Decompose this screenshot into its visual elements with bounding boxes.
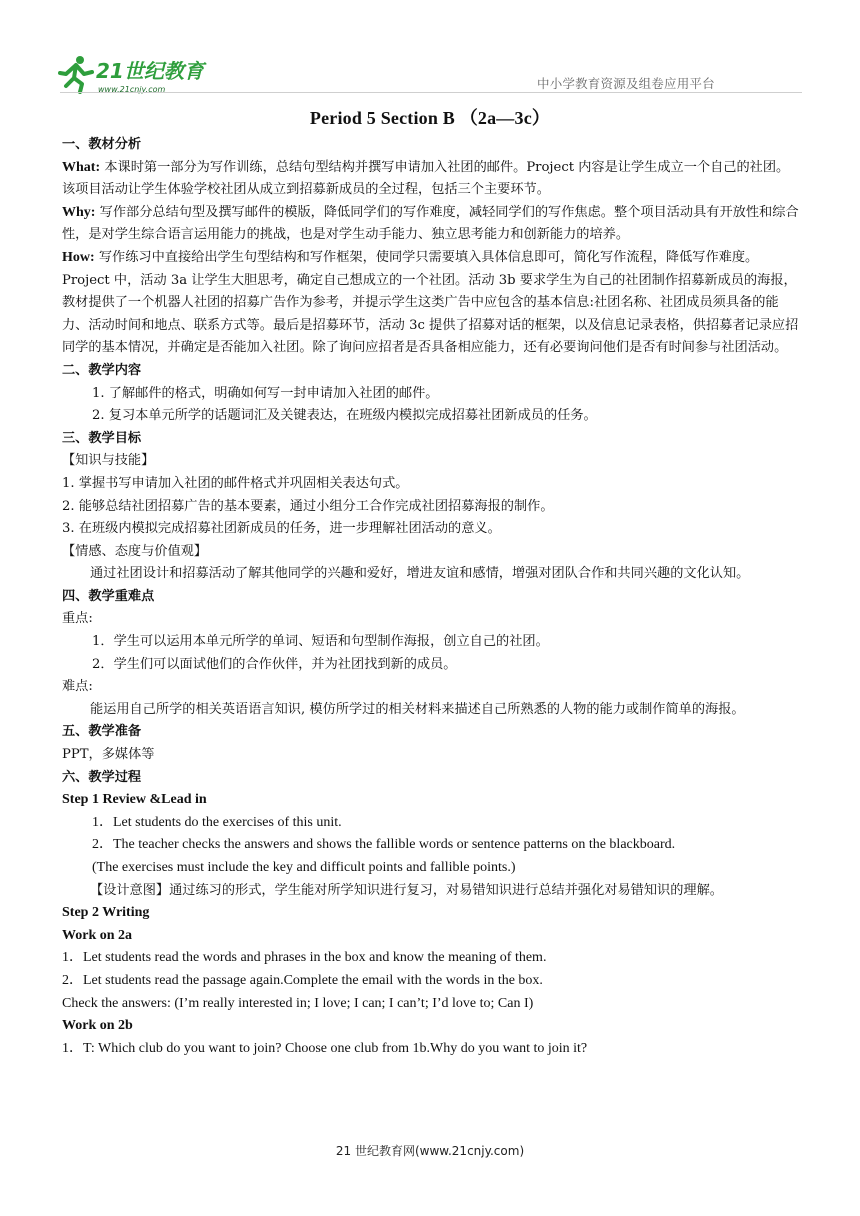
text-line <box>62 1038 802 1061</box>
line-text: 难点: <box>62 679 93 695</box>
page-header <box>0 0 860 100</box>
logo-text: 21世纪教育 <box>96 59 204 83</box>
line-text: 3. 在班级内模拟完成招募社团新成员的任务，进一步理解社团活动的意义。 <box>62 521 501 537</box>
line-text: 四、教学重难点 <box>62 588 155 604</box>
line-text: 通过社团设计和招募活动了解其他同学的兴趣和爱好，增进友谊和感情，增强对团队合作和共同兴趣的文化认知。 <box>90 566 750 582</box>
line-label: What: <box>62 159 101 175</box>
text-line <box>62 450 802 473</box>
text-line <box>62 699 802 722</box>
text-line <box>62 247 802 360</box>
line-label: How: <box>62 249 95 265</box>
text-line <box>62 383 802 406</box>
text-line <box>62 744 802 767</box>
text-line <box>62 767 802 790</box>
line-text: 1．Let students do the exercises of this unit. <box>92 814 342 830</box>
line-text: Step 1 Review &Lead in <box>62 792 207 808</box>
text-line <box>62 473 802 496</box>
line-text: Check the answers: (I’m really interested in; I love; I can; I can’t; I’d love to; Can I) <box>62 995 534 1011</box>
line-text: 重点: <box>62 611 93 627</box>
text-line <box>62 993 802 1016</box>
text-line <box>62 1015 802 1038</box>
text-line <box>62 405 802 428</box>
text-line <box>62 496 802 519</box>
line-text: 2. 能够总结社团招募广告的基本要素，通过小组分工合作完成社团招募海报的制作。 <box>62 498 554 514</box>
header-tagline: 中小学教育资源及组卷应用平台 <box>537 76 715 91</box>
line-text: Work on 2b <box>62 1018 133 1034</box>
text-line <box>62 925 802 948</box>
line-text: 1. 了解邮件的格式，明确如何写一封申请加入社团的邮件。 <box>92 385 439 401</box>
text-line <box>62 654 802 677</box>
text-line <box>62 360 802 383</box>
text-line <box>62 676 802 699</box>
text-line <box>62 157 802 202</box>
text-line <box>62 970 802 993</box>
line-text: Work on 2a <box>62 927 133 943</box>
lesson-title: Period 5 Section B （2a—3c） <box>309 108 551 128</box>
text-line <box>62 608 802 631</box>
line-text: 写作部分总结句型及撰写邮件的模版，降低同学们的写作难度，减轻同学们的写作焦虑。整个项目活动具有开放性和综合性，是对学生综合语言运用能力的挑战，也是对学生动手能力、独立思考能力和创新能力的培养。 <box>62 204 799 243</box>
line-text: 三、教学目标 <box>62 430 142 446</box>
text-line <box>62 857 802 880</box>
logo <box>58 54 238 100</box>
text-line <box>62 721 802 744</box>
runner-logo-icon <box>60 56 92 92</box>
text-line <box>62 947 802 970</box>
line-text: 【知识与技能】 <box>62 453 155 469</box>
text-line <box>62 631 802 654</box>
line-text: 能运用自己所学的相关英语语言知识, 模仿所学过的相关材料来描述自己所熟悉的人物的能力或制作简单的海报。 <box>90 701 745 717</box>
line-text: 2．学生们可以面试他们的合作伙伴，并为社团找到新的成员。 <box>92 656 457 672</box>
line-text: 【情感、态度与价值观】 <box>62 543 208 559</box>
text-line <box>62 834 802 857</box>
line-text: PPT，多媒体等 <box>62 747 155 763</box>
text-line <box>62 428 802 451</box>
text-line <box>62 563 802 586</box>
line-text: 2．Let students read the passage again.Complete the email with the words in the box. <box>62 972 543 988</box>
text-line <box>62 880 802 903</box>
text-line <box>62 518 802 541</box>
lesson-body <box>62 134 802 1060</box>
header-divider <box>60 92 802 93</box>
line-text: 六、教学过程 <box>62 769 142 785</box>
line-text: 五、教学准备 <box>62 724 142 740</box>
line-text: 1．Let students read the words and phrases in the box and know the meaning of them. <box>62 950 547 966</box>
text-line <box>62 902 802 925</box>
text-line <box>62 134 802 157</box>
text-line <box>62 789 802 812</box>
line-text: 2．The teacher checks the answers and shows the fallible words or sentence patterns on the blackboard. <box>92 837 676 853</box>
text-line <box>62 586 802 609</box>
line-text: 1．学生可以运用本单元所学的单词、短语和句型制作海报，创立自己的社团。 <box>92 634 549 650</box>
page-footer: 21 世纪教育网(www.21cnjy.com) <box>335 1144 525 1158</box>
text-line <box>62 541 802 564</box>
line-text: 1. 掌握书写申请加入社团的邮件格式并巩固相关表达句式。 <box>62 475 409 491</box>
line-text: 本课时第一部分为写作训练，总结句型结构并撰写申请加入社团的邮件。Project 内容是让学生成立一个自己的社团。该项目活动让学生体验学校社团从成立到招募新成员的全过程，包括三个主要环节。 <box>62 159 790 198</box>
logo-url: www.21cnjy.com <box>98 85 166 94</box>
line-text: 二、教学内容 <box>62 362 142 378</box>
line-text: 一、教材分析 <box>62 137 142 152</box>
line-text: (The exercises must include the key and difficult points and fallible points.) <box>92 860 516 875</box>
line-text: Step 2 Writing <box>62 905 150 921</box>
line-text: 2. 复习本单元所学的话题词汇及关键表达，在班级内模拟完成招募社团新成员的任务。 <box>92 408 597 424</box>
line-text: 写作练习中直接给出学生句型结构和写作框架，使同学只需要填入具体信息即可，简化写作流程，降低写作难度。Project 中，活动 3a 让学生大胆思考，确定自己想成立的一个社团。活动 3b 要求学生为自己的社团制作招募新成员的海报，教材提供了一个机器人社团的招募广告作为参考，并提示学生这类广告中应包含的基本信息:社团名称、社团成员须具备的能力、活动时间和地点、联系方式等。最后是招募环节，活动 3c 提供了招募对话的框架，以及信息记录表格，供招募者记录应招同学的基本情况，并确定是否能加入社团。除了询问应招者是否具备相应能力，还有必要询问他们是否有时间参与社团活动。 <box>62 249 799 356</box>
text-line <box>62 202 802 247</box>
line-label: Why: <box>62 204 96 220</box>
line-text: 【设计意图】通过练习的形式，学生能对所学知识进行复习，对易错知识进行总结并强化对易错知识的理解。 <box>90 882 723 898</box>
text-line <box>62 812 802 835</box>
line-text: 1．T: Which club do you want to join? Choose one club from 1b.Why do you want to join it? <box>62 1040 588 1056</box>
